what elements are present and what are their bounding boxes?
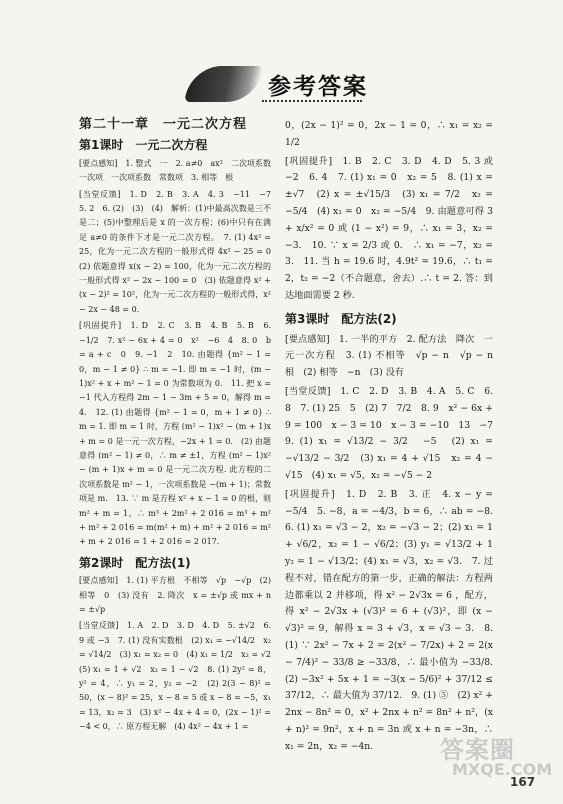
answer-block: [要点感知] 1. 一半的平方 2. 配方法 降次 一元一次方程 3. (1) 不相等 √p − n √p − n 根 (2) 相等 −n (3) 没有 (285, 333, 503, 379)
answer-block: [要点感知] 1. 整式 一 2. a≠0 ax² 二次项系数 一次项 一次项系数 常数项 3. 相等 根 (79, 158, 279, 183)
watermark-url: MXQE.COM (452, 760, 553, 779)
answer-block: [巩固提升] 1. D 2. B 3. 正 4. x − y = −5/4 5. −8，a = −4/3，b = 6，∴ ab = −8. 6. (1) x₁ = √3 − 2，x₂ = −√3 − 2；(2) x₁ = 1 + √6/2，x₂ = 1 − √6/2；(3) y₁ = √13/2 + 1 y₂ = 1 − √13/2；(4) x₁ = √3，x₂ = √3. 7. 过程不对，错在配方的第一步，正确的解法：方程两边都乘以 2 并移项，得 x² − 2√3x = 6 ，配方，得 x² − 2√3x + (√3)² = 6 + (√3)²，即 (x − √3)² = 9，解得 x = 3 + √3，x = √3 − 3. 8. (1) ∵ 2x² − 7x + 2 = 2(x² − 7/2x) + 2 = 2(x − 7/4)² − 33/8 ≥ −33/8，∴ 最小值为 −33/8. (2) −3x² + 5x + 1 = −3(x − 5/6)² + 37/12 ≤ 37/12，∴ 最大值为 37/12. 9. (1) ⑤ (2) x² + 2nx − 8n² = 0，x² + 2nx + n² = 8n² + n²，(x + n)² = 9n²，x + n = 3n 或 x + n = −3n，∴ x₁ = 2n，x₂ = −4n. (285, 488, 503, 752)
answer-block: [巩固提升] 1. D 2. C 3. B 4. B 5. B 6. −1/2 7. x² − 6x + 4 = 0 x² −6 4 8. 0 b = a + c 0 9. −1 2 10. 由题得 {m² − 1 = 0，m − 1 ≠ 0} ∴ m = −1. 即 m = −1 时，(m − 1)x² + x + m² − 1 = 0 为常数项为 0. 11. 把 x = −1 代入方程得 2m − 1 − 3m + 5 = 0，解得 m = 4. 12. (1) 由题得 {m² − 1 = 0，m + 1 ≠ 0} ∴ m = 1. 即 m = 1 时，方程 (m² − 1)x² − (m + 1)x + m = 0 是一元一次方程，−2x + 1 = 0. (2) 由题意得 (m² − 1) ≠ 0，∴ m ≠ ±1，方程 (m² − 1)x² − (m + 1)x + m = 0 是一元二次方程. 此方程的二次项系数是 m² − 1，一次项系数是 −(m + 1)；常数项是 m. 13. ∵ m 是方程 x² + x − 1 = 0 的根，则 m² + m = 1，∴ m³ + 2m² + 2 016 = m³ + m² + m² + 2 016 = m(m² + m) + m² + 2 016 = m² + m + 2 016 = 1 + 2 016 = 2 017. (79, 321, 271, 547)
page-title: 参考答案 (268, 74, 368, 100)
answer-banner (0, 58, 563, 110)
answer-block: [当堂反馈] 1. A 2. D 3. D 4. D 5. ±√2 6. 9 或 −3 7. (1) 没有实数根 (2) x₁ = −√14/2 x₂ = √14/2 (3) x₁ = x₂ = 0 (4) x₁ = 1/2 x₂ = √2 (5) x₁ = 1 + √2 x₂ = 1 − √2 8. (1) 2y² = 8，y² = 4，∴ y₁ = 2，y₂ = −2 (2) 2(3 − 8)² = 50，(x − 8)² = 25，x − 8 = 5 或 x − 8 = −5，x₁ = 13，x₂ = 3 (3) x² − 4x + 4 = 0，(2x − 1)² = −4 < 0，∴ 原方程无解 (4) 4x² − 4x + 1 = (79, 621, 279, 732)
answer-block: 0，(2x − 1)² = 0，2x − 1 = 0，∴ x₁ = x₂ = 1/2 (285, 120, 493, 148)
answer-block: [当堂反馈] 1. C 2. D 3. B 4. A 5. C 6. 8 7. (1) 25 5 (2) 7 7/2 8. 9 x² − 6x + 9 = 100 x − 3 = 10 x − 3 = −10 13 −7 9. (1) x₁ = √13/2 − 3/2 −5 (2) x₁ = −√13/2 − 3/2 (3) x₁ = 4 + √15 x₂ = 4 − √15 (4) x₁ = √5，x₂ = −√5 − 2 (285, 385, 503, 481)
watermark-logo: 答案圈 (440, 736, 515, 764)
dotted-underline (262, 100, 362, 102)
lesson-heading-1: 第1课时 一元二次方程 (79, 138, 208, 153)
answer-block: [当堂反馈] 1. D 2. B 3. A 4. 3 −11 −7 5. 2 6. (2) (3) (4) 解析：(1)中最高次数是三不是二；(5)中整理后是 x 的一次方程；(6)中只有在满足 a≠0 的条件下才是一元二次方程。 7. (1) 4x² = 25，化为一元二次方程的一般形式得 4x² − 25 = 0 (2) 依题意得 x(x − 2) = 100，化为一元二次方程的一般形式得 x² − 2x − 100 = 0 (3) 依题意得 x² + (x − 2)² = 10²，化为一元二次方程的一般形式得，x² − 2x − 48 = 0. (79, 189, 279, 314)
chapter-heading: 第二十一章 一元二次方程 (79, 117, 248, 132)
page-number: 167 (510, 775, 536, 789)
left-column (79, 116, 279, 735)
answer-block: [要点感知] 1. (1) 平方根 不相等 √p −√p (2) 相等 0 (3) 没有 2. 降次 x = ±√p 或 mx + n = ±√p (79, 576, 271, 614)
lesson-heading-2: 第2课时 配方法(1) (79, 555, 191, 570)
lesson-heading-3: 第3课时 配方法(2) (285, 311, 397, 326)
answer-block: [巩固提升] 1. B 2. C 3. D 4. D 5. 3 或 −2 6. 4 7. (1) x₁ = 0 x₂ = 5 8. (1) x = ±√7 (2) x = ±√15/3 (3) x₁ = 7/2 x₂ = −5/4 (4) x₁ = 0 x₂ = −5/4 9. 由题意可得 3 + x/x² = 0 或 (1 − x²) = 9，∴ x₁ = 3，x₂ = −3. 10. ∵ x = 2/3 或 0. ∴ x₁ = −7，x₂ = 3. 11. 当 h = 19.6 时，4.9t² = 19.6，∴ t₁ = 2，t₂ = −2（不合题意，舍去）.∴ t = 2. 答：到达地面需要 2 秒. (285, 155, 493, 301)
brush-stroke-decoration (184, 66, 264, 102)
